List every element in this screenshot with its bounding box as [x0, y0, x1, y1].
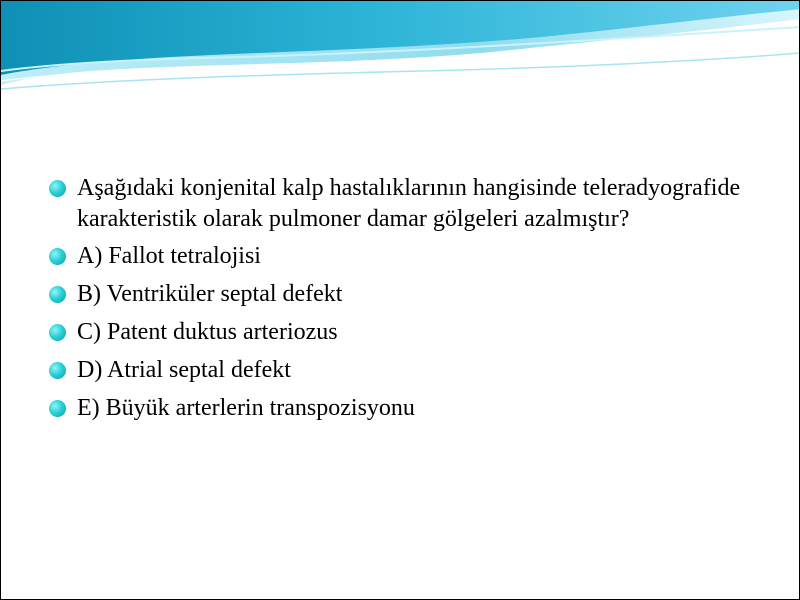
bullet-icon	[49, 400, 66, 417]
question-content	[49, 173, 769, 431]
bullet-icon	[49, 324, 66, 341]
option-text: D) Atrial septal defekt	[77, 357, 291, 383]
bullet-icon	[49, 248, 66, 265]
option-c	[49, 317, 769, 348]
option-b	[49, 279, 769, 310]
option-text: B) Ventriküler septal defekt	[77, 281, 343, 307]
option-d	[49, 355, 769, 386]
option-e	[49, 393, 769, 424]
header-wave-decoration	[1, 1, 800, 101]
bullet-icon	[49, 362, 66, 379]
option-a	[49, 241, 769, 272]
option-text: C) Patent duktus arteriozus	[77, 319, 338, 345]
bullet-icon	[49, 286, 66, 303]
option-text: E) Büyük arterlerin transpozisyonu	[77, 395, 415, 421]
question-stem	[49, 173, 769, 235]
option-text: A) Fallot tetralojisi	[77, 243, 261, 269]
question-stem-text: Aşağıdaki konjenital kalp hastalıklarının hangisinde teleradyografide karakteristik olarak pulmoner damar gölgeleri azalmıştır?	[77, 175, 741, 232]
bullet-icon	[49, 180, 66, 197]
